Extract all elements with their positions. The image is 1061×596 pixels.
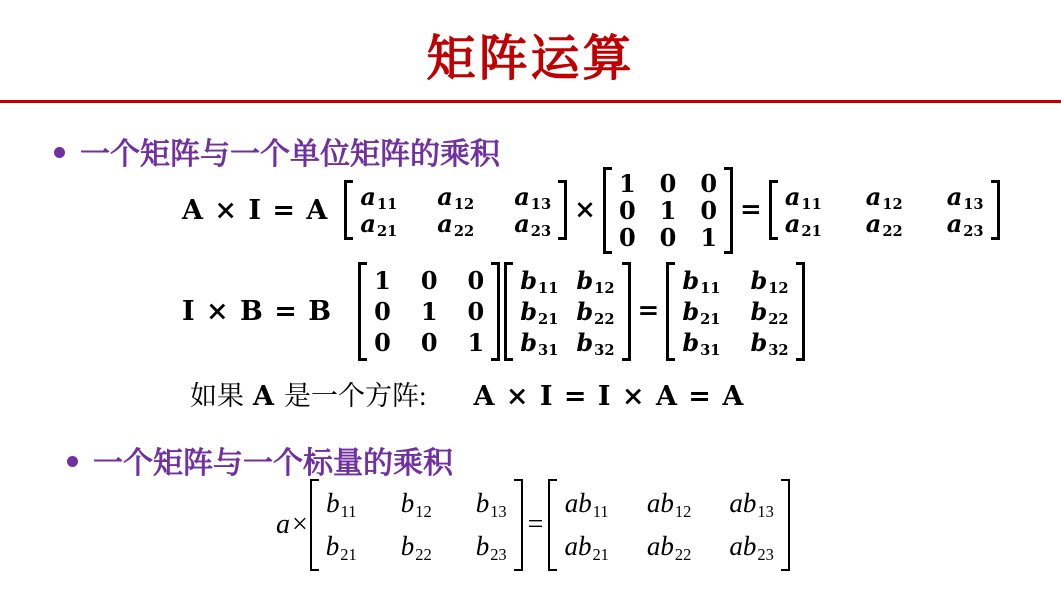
left-bracket: [548, 479, 557, 571]
matrix-cell: 0: [420, 327, 438, 357]
matrix-cell: b12: [400, 488, 432, 521]
matrix-cell: 1: [700, 222, 718, 252]
right-bracket: [558, 180, 567, 240]
page-title: 矩阵运算: [426, 29, 635, 87]
matrix-cell: ab11: [564, 488, 609, 521]
equals-sign: =: [527, 509, 544, 540]
matrix-cell: a12: [865, 182, 903, 214]
matrix-cell: 1: [374, 265, 391, 295]
multiplication-sign: ×: [292, 509, 308, 540]
right-bracket: [514, 479, 523, 571]
matrix-b: [504, 262, 630, 361]
matrix-cell: 0: [700, 168, 718, 198]
note-formula: A × I = I × A = A: [473, 381, 745, 412]
left-bracket: [666, 262, 675, 361]
multiplication-sign: ×: [574, 195, 596, 225]
left-bracket: [358, 262, 367, 361]
matrix-cell: 0: [618, 222, 636, 252]
scalar-variable: a: [276, 509, 290, 540]
matrix-cell: 1: [618, 168, 636, 198]
matrix-cell: a11: [784, 182, 822, 214]
matrix-cell: ab21: [564, 531, 609, 564]
matrix-grid: [557, 479, 780, 571]
matrix-cell: ab13: [729, 488, 774, 521]
scalar-factor: [276, 509, 308, 541]
matrix-cell: 0: [467, 265, 485, 295]
matrix-grid: [367, 262, 491, 361]
result-matrix: [769, 180, 1000, 240]
equals-sign: =: [637, 296, 660, 326]
equals-sign: =: [740, 195, 762, 225]
matrix-cell: b32: [576, 327, 615, 359]
matrix-cell: b11: [520, 265, 559, 297]
left-bracket: [603, 167, 612, 254]
left-bracket: [769, 180, 778, 240]
matrix-cell: 0: [374, 327, 391, 357]
note-matrix-symbol: A: [253, 381, 275, 412]
matrix-cell: b31: [520, 327, 559, 359]
matrix-grid: [778, 180, 991, 240]
equation-label: I × B = B: [182, 295, 333, 327]
matrix-cell: a23: [514, 209, 552, 241]
matrix-cell: 0: [374, 296, 391, 326]
matrix-cell: a12: [437, 182, 475, 214]
matrix-cell: ab23: [729, 531, 774, 564]
matrix-cell: 1: [659, 195, 677, 225]
right-bracket: [781, 479, 790, 571]
bullet-label: 一个矩阵与一个单位矩阵的乘积: [80, 138, 500, 171]
matrix-cell: a13: [946, 182, 984, 214]
square-matrix-note: [190, 374, 744, 413]
matrix-grid: [513, 262, 621, 361]
equation-a-times-identity: [182, 166, 1000, 254]
matrix-cell: 1: [420, 296, 438, 326]
result-matrix: [666, 262, 804, 361]
matrix-cell: b11: [682, 265, 721, 297]
right-bracket: [796, 262, 805, 361]
matrix-cell: b21: [682, 296, 721, 328]
matrix-cell: 1: [467, 327, 485, 357]
left-bracket: [310, 479, 319, 571]
note-prefix: 如果: [190, 381, 244, 411]
matrix-cell: b21: [520, 296, 559, 328]
matrix-cell: 0: [700, 195, 718, 225]
matrix-cell: a21: [784, 209, 822, 241]
note-suffix: 是一个方阵:: [283, 381, 427, 411]
matrix-cell: 0: [420, 265, 438, 295]
matrix-cell: b11: [326, 488, 357, 521]
left-bracket: [504, 262, 513, 361]
matrix-cell: b21: [325, 531, 357, 564]
right-bracket: [991, 180, 1000, 240]
bullet-icon: [54, 147, 65, 158]
matrix-cell: b12: [750, 265, 789, 297]
bullet-scalar-product: [67, 438, 453, 482]
matrix-cell: b22: [750, 296, 789, 328]
matrix-cell: a11: [360, 182, 398, 214]
matrix-cell: b13: [475, 488, 507, 521]
right-bracket: [622, 262, 631, 361]
matrix-cell: b22: [576, 296, 615, 328]
right-bracket: [724, 167, 733, 254]
matrix-cell: b31: [682, 327, 721, 359]
matrix-cell: 0: [659, 222, 677, 252]
identity-matrix: [603, 167, 733, 254]
matrix-cell: b12: [576, 265, 615, 297]
matrix-grid: [319, 479, 514, 571]
left-bracket: [344, 180, 353, 240]
matrix-cell: 0: [618, 195, 636, 225]
equation-identity-times-b: [182, 261, 805, 361]
matrix-cell: a13: [514, 182, 552, 214]
bullet-icon: [67, 456, 78, 467]
matrix-cell: b22: [400, 531, 432, 564]
matrix-cell: a23: [946, 209, 984, 241]
identity-matrix: [358, 262, 500, 361]
equation-scalar-times-matrix: [276, 478, 790, 572]
matrix-cell: a22: [437, 209, 475, 241]
matrix-a: [344, 180, 567, 240]
bullet-label: 一个矩阵与一个标量的乘积: [93, 447, 453, 480]
matrix-cell: 0: [467, 296, 485, 326]
right-bracket: [491, 262, 500, 361]
matrix-cell: a22: [865, 209, 903, 241]
matrix-b: [310, 479, 523, 571]
matrix-cell: 0: [659, 168, 677, 198]
matrix-grid: [675, 262, 795, 361]
result-matrix: [548, 479, 789, 571]
matrix-cell: ab22: [646, 531, 692, 564]
matrix-grid: [612, 167, 724, 254]
matrix-cell: ab12: [646, 488, 692, 521]
title-divider-line: [0, 100, 1061, 103]
matrix-cell: b32: [750, 327, 789, 359]
matrix-cell: b23: [475, 531, 507, 564]
matrix-cell: a21: [360, 209, 398, 241]
matrix-grid: [353, 180, 558, 240]
equation-label: A × I = A: [182, 194, 329, 226]
